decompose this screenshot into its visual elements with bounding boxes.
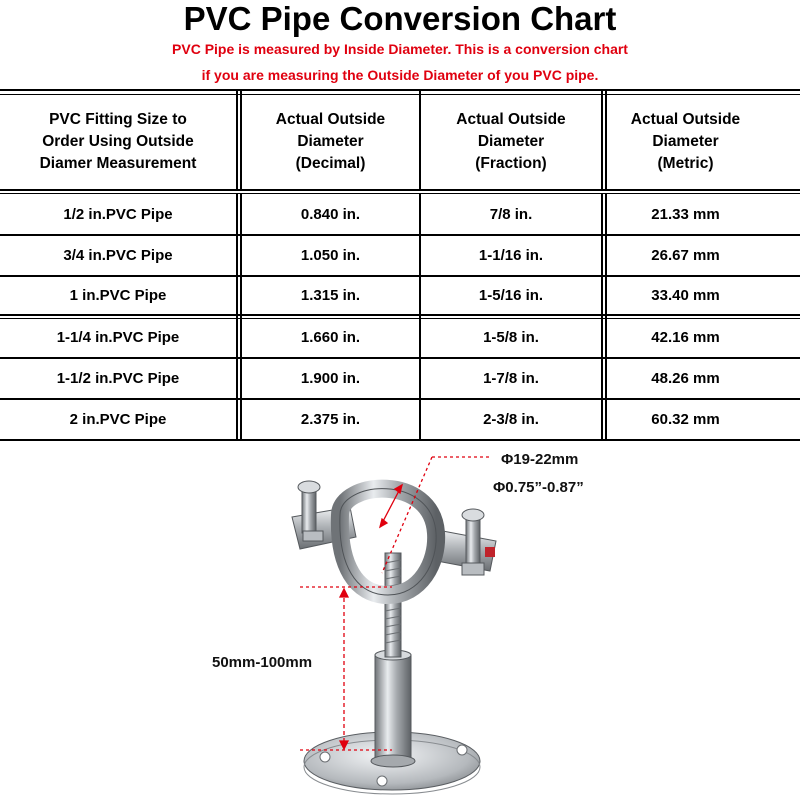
header-line: Order Using Outside — [42, 133, 194, 150]
pipe-clamp-drawing — [0, 445, 800, 800]
column-rule — [601, 89, 603, 191]
bolt-right-head — [462, 509, 484, 521]
tube-base — [371, 755, 415, 767]
table-cell-size: 1-1/4 in.PVC Pipe — [56, 329, 180, 346]
column-rule — [601, 194, 603, 439]
table-cell-fraction: 1-5/16 in. — [478, 287, 544, 304]
header-line: Actual Outside — [275, 111, 386, 128]
header-cell-fitting-size — [0, 95, 236, 189]
header-line: Diameter — [297, 133, 364, 150]
table-cell-size: 3/4 in.PVC Pipe — [63, 247, 173, 264]
page-title: PVC Pipe Conversion Chart — [183, 0, 617, 37]
table-cell-decimal: 2.375 in. — [300, 410, 361, 428]
header-line: Actual Outside — [456, 111, 566, 128]
table-cell-metric: 33.40 mm — [651, 287, 720, 304]
header-line: Diamer Measurement — [39, 155, 197, 172]
nut-left — [303, 531, 323, 541]
table-cell-size: 1 in.PVC Pipe — [69, 287, 167, 304]
table-cell-metric: 42.16 mm — [651, 329, 720, 346]
support-tube — [375, 655, 411, 761]
diameter-inch-label: Φ0.75”-0.87” — [493, 479, 584, 496]
bolt-right — [466, 515, 480, 565]
diameter-mm-label: Φ19-22mm — [501, 451, 579, 468]
header-line: (Fraction) — [475, 155, 547, 172]
table-cell-fraction: 1-5/8 in. — [483, 329, 539, 346]
table-cell-decimal: 1.900 in. — [300, 370, 361, 387]
subtitle-line-2: if you are measuring the Outside Diameter of you PVC pipe. — [201, 67, 599, 83]
header-line: Actual Outside — [630, 111, 741, 128]
conversion-table — [0, 89, 800, 441]
table-cell-metric: 60.32 mm — [651, 410, 720, 428]
table-bottom-rule — [0, 439, 800, 441]
table-cell-decimal: 1.660 in. — [300, 329, 361, 346]
header-cell-metric — [607, 95, 764, 189]
table-cell-metric: 26.67 mm — [651, 247, 720, 264]
table-cell-decimal: 1.050 in. — [300, 247, 361, 264]
table-top-rule — [0, 89, 800, 91]
bolt-left — [302, 487, 316, 533]
table-cell-metric: 48.26 mm — [651, 370, 720, 387]
table-cell-fraction: 1-7/8 in. — [483, 370, 539, 387]
header-cell-fraction — [421, 95, 601, 189]
header-line: Diameter — [477, 133, 545, 150]
mount-hole — [320, 752, 330, 762]
table-cell-size: 1-1/2 in.PVC Pipe — [56, 370, 180, 387]
table-cell-size: 1/2 in.PVC Pipe — [63, 206, 173, 223]
table-cell-metric: 21.33 mm — [651, 206, 720, 223]
table-cell-decimal: 1.315 in. — [300, 287, 361, 304]
table-cell-size: 2 in.PVC Pipe — [69, 410, 167, 428]
header-cell-decimal — [242, 95, 419, 189]
header-line: Diameter — [652, 133, 719, 150]
table-cell-fraction: 7/8 in. — [489, 206, 533, 223]
header-line: (Metric) — [657, 155, 714, 172]
header-line: PVC Fitting Size to — [49, 111, 187, 128]
pipe-clamp-illustration — [0, 445, 800, 800]
mount-hole — [377, 776, 387, 786]
header-line: (Decimal) — [295, 155, 366, 172]
table-cell-decimal: 0.840 in. — [300, 206, 361, 223]
bolt-left-head — [298, 481, 320, 493]
header-bottom-rule-inner — [0, 193, 800, 194]
nut-right — [462, 563, 484, 575]
table-cell-fraction: 2-3/8 in. — [483, 410, 539, 428]
height-range-label: 50mm-100mm — [212, 654, 313, 671]
column-rule — [236, 194, 238, 439]
rubber-liner — [485, 547, 495, 557]
mount-hole — [457, 745, 467, 755]
table-cell-fraction: 1-1/16 in. — [478, 247, 544, 264]
subtitle-line-1: PVC Pipe is measured by Inside Diameter. This is a conversion chart — [172, 41, 628, 57]
column-rule — [236, 89, 238, 191]
header-bottom-rule — [0, 189, 800, 191]
